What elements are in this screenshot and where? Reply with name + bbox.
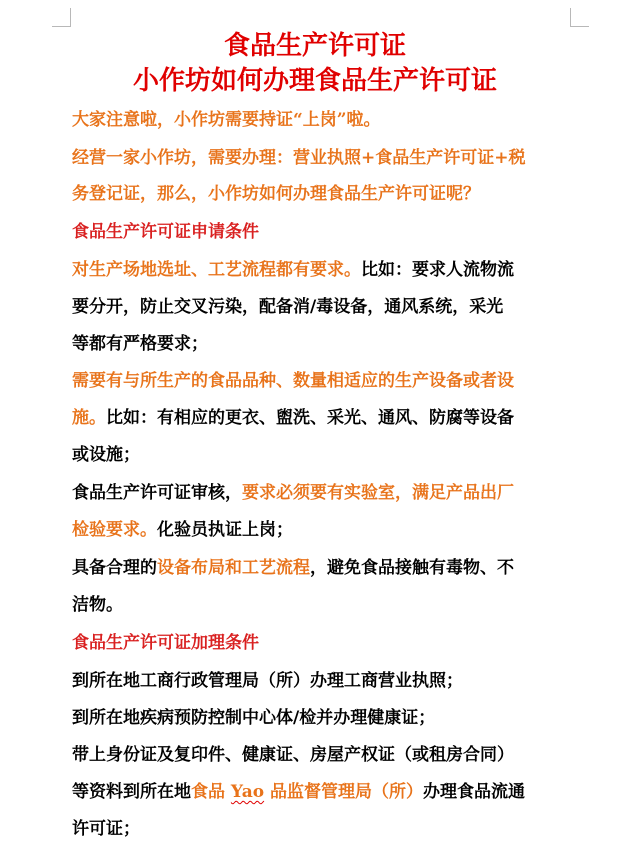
condition-2-highlight: 施。 [72,408,106,428]
crop-mark-top-left [52,8,71,27]
condition-3-line-1 [72,482,514,504]
condition-1-line-1 [72,259,514,281]
condition-3-highlight: 要求必须要有实验室，满足产品出厂 [242,483,514,503]
crop-mark-top-right [570,8,589,27]
section-heading-apply-conditions: 食品生产许可证申请条件 [72,222,259,242]
step-5: 许可证； [72,819,140,839]
page-title: 食品生产许可证 [223,31,406,61]
condition-2-rest: 比如：有相应的更衣、盥洗、采光、通风、防腐等设备 [106,408,514,428]
step-4-highlight-c: 品监督管理局（所） [264,782,424,802]
step-4-suffix: 办理食品流通 [423,782,526,802]
condition-4-line-1 [72,557,514,579]
condition-3-prefix: 食品生产许可证审核， [72,483,242,503]
step-1: 到所在地工商行政管理局（所）办理工商营业执照； [72,671,463,691]
step-4-highlight-a: 食品 [191,782,231,802]
condition-3-highlight-2: 检验要求。 [72,520,157,540]
condition-4-line-2: 洁物。 [72,595,123,615]
step-2: 到所在地疾病预防控制中心体/检并办理健康证； [72,708,436,728]
step-4-highlight-yao: Yao [230,782,265,802]
operate-line-2: 务登记证，那么，小作坊如何办理食品生产许可证呢？ [72,184,480,204]
section-heading-process-conditions: 食品生产许可证加理条件 [72,633,259,653]
condition-4-prefix: 具备合理的 [72,558,157,578]
condition-4-highlight: 设备布局和工艺流程 [157,558,310,578]
condition-3-line-2 [72,519,293,541]
condition-1-line-3: 等都有严格要求； [72,334,208,354]
condition-2-line-3: 或设施； [72,445,140,465]
condition-1-rest: 比如：要求人流物流 [361,260,514,280]
condition-1-line-2: 要分开，防止交叉污染，配备消/毒设备，通风系统，采光 [72,297,504,317]
step-4 [72,781,525,803]
condition-2-line-1: 需要有与所生产的食品品种、数量相适应的生产设备或者设 [72,371,514,391]
step-3: 带上身份证及复印件、健康证、房屋产权证（或租房合同） [72,745,514,765]
intro-text: 大家注意啦，小作坊需要持证“上岗”啦。 [72,110,381,130]
condition-1-highlight: 对生产场地选址、工艺流程都有要求。 [72,260,361,280]
step-4-prefix: 等资料到所在地 [72,782,191,802]
condition-3-rest: 化验员执证上岗； [157,520,293,540]
page-subtitle: 小作坊如何办理食品生产许可证 [132,66,497,96]
operate-line-1: 经营一家小作坊，需要办理：营业执照+食品生产许可证+税 [72,148,526,168]
condition-4-suffix: ，避免食品接触有毒物、不 [310,558,514,578]
condition-2-line-2 [72,407,514,429]
